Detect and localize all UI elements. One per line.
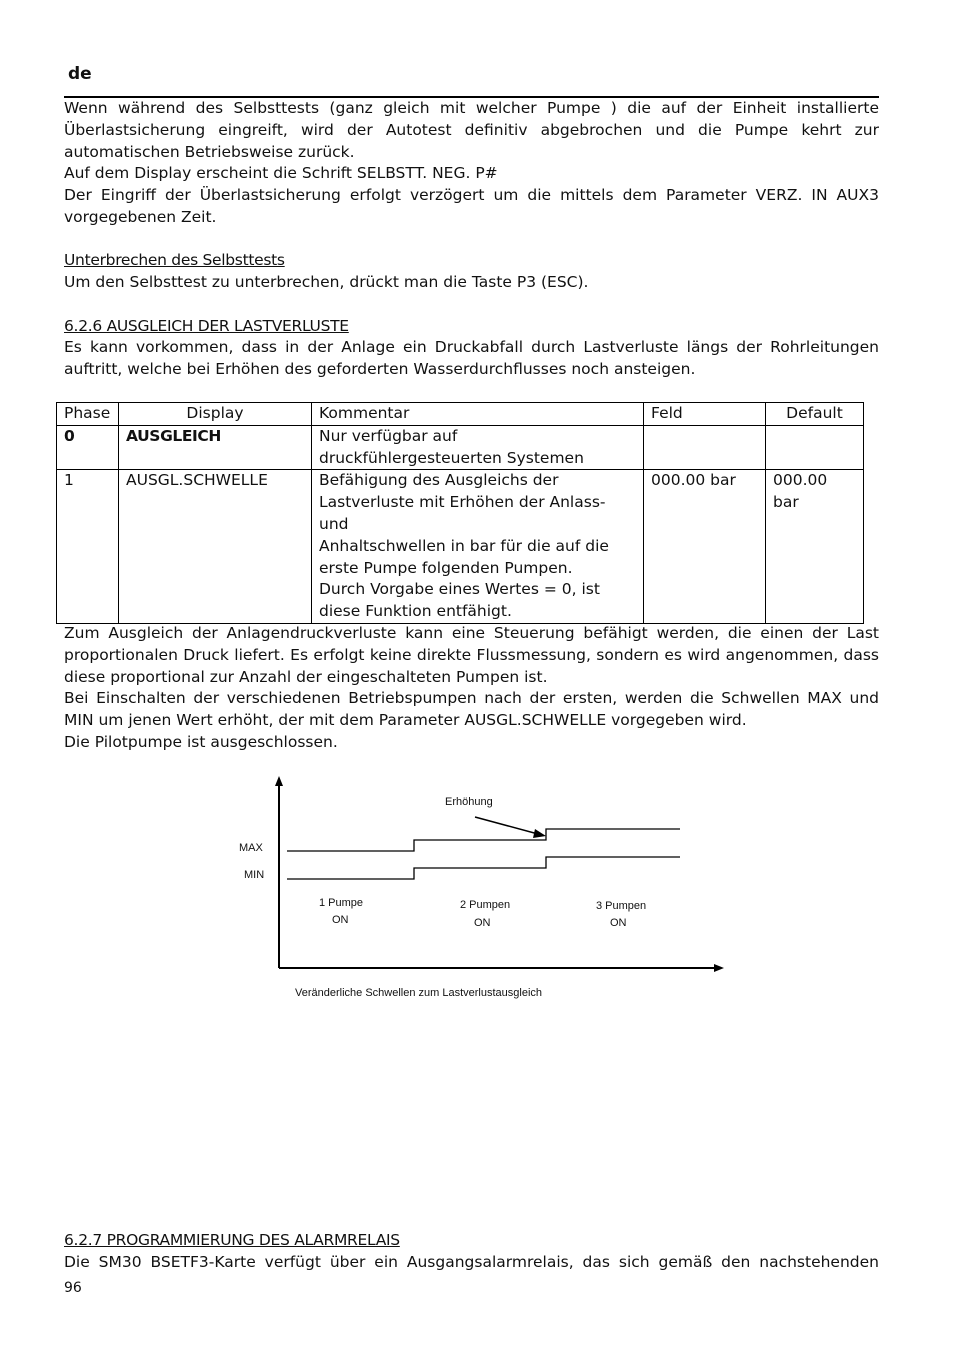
stage-3-label: 3 Pumpen	[596, 900, 647, 912]
default-line: 000.00	[773, 471, 828, 490]
intro-paragraph-1: Wenn während des Selbsttests (ganz gleich mit welcher Pumpe ) die auf der Einheit installierte Überlastsicherung eingreift, wird der Autotest definitiv abgebrochen und die Pumpe kehrt zur automatischen Betriebsweise zurück.	[64, 99, 879, 161]
section-627-heading: 6.2.7 PROGRAMMIERUNG DES ALARMRELAIS	[64, 1231, 400, 1249]
cell-phase: 0	[57, 425, 119, 470]
comment-line: Durch Vorgabe eines Wertes = 0, ist	[319, 580, 600, 599]
comment-line: Nur verfügbar auf	[319, 426, 458, 445]
cell-display: AUSGL.SCHWELLE	[119, 470, 312, 624]
increase-arrow	[475, 817, 546, 838]
cell-comment	[312, 425, 644, 470]
after-table-paragraph-1: Zum Ausgleich der Anlagendruckverluste kann eine Steuerung befähigt werden, die einen der Last proportionalen Druck liefert. Es erfolgt keine direkte Flussmessung, sondern es wird angenommen, dass diese proportional zur Anzahl der eingeschalteten Pumpen ist.	[64, 624, 879, 686]
header-default: Default	[766, 403, 864, 426]
comment-line: Lastverluste mit Erhöhen der Anlass- und	[319, 493, 606, 533]
table-header-row	[57, 403, 864, 426]
default-line: bar	[773, 493, 799, 512]
comment-line: diese Funktion entfähigt.	[319, 602, 512, 621]
header-display: Display	[119, 403, 312, 426]
cell-display: AUSGLEICH	[119, 425, 312, 470]
header-comment: Kommentar	[312, 403, 644, 426]
y-axis	[275, 776, 283, 968]
page-number: 96	[64, 1280, 82, 1296]
diagram-caption: Veränderliche Schwellen zum Lastverlustausgleich	[295, 987, 543, 999]
cell-field	[644, 425, 766, 470]
min-label: MIN	[244, 869, 265, 881]
cell-phase: 1	[57, 470, 119, 624]
stage-1-label: 1 Pumpe	[319, 897, 364, 909]
cell-default	[766, 470, 864, 624]
header-phase: Phase	[57, 403, 119, 426]
cell-comment	[312, 470, 644, 624]
max-label: MAX	[239, 842, 263, 854]
after-table-text	[64, 623, 879, 754]
parameter-table	[56, 402, 864, 624]
threshold-diagram	[230, 770, 730, 1010]
stage-3-state: ON	[610, 917, 627, 929]
section-626-heading: 6.2.6 AUSGLEICH DER LASTVERLUSTE	[64, 317, 349, 335]
cell-default	[766, 425, 864, 470]
stage-1-state: ON	[332, 914, 349, 926]
section-627-text: Die SM30 BSETF3-Karte verfügt über ein Ausgangsalarmrelais, das sich gemäß den nachstehenden	[64, 1253, 879, 1271]
cell-field: 000.00 bar	[644, 470, 766, 624]
stage-2-state: ON	[474, 917, 491, 929]
intro-paragraph-3: Der Eingriff der Überlastsicherung erfolgt verzögert um die mittels dem Parameter VERZ. IN AUX3 vorgegebenen Zeit.	[64, 186, 879, 226]
after-table-paragraph-2: Bei Einschalten der verschiedenen Betriebspumpen nach der ersten, werden die Schwellen MAX und MIN um jenen Wert erhöht, der mit dem Parameter AUSGL.SCHWELLE vorgegeben wird.	[64, 689, 879, 730]
comment-line: Befähigung des Ausgleichs der	[319, 471, 559, 490]
max-threshold-line	[287, 829, 680, 851]
intro-text	[64, 98, 879, 229]
table-row	[57, 470, 864, 624]
comment-line: erste Pumpe folgenden Pumpen.	[319, 558, 573, 577]
comment-line: Anhaltschwellen in bar für die auf die	[319, 536, 609, 555]
header-field: Feld	[644, 403, 766, 426]
after-table-paragraph-3: Die Pilotpumpe ist ausgeschlossen.	[64, 732, 338, 751]
interrupt-text: Um den Selbsttest zu unterbrechen, drückt man die Taste P3 (ESC).	[64, 273, 589, 291]
stage-2-label: 2 Pumpen	[460, 899, 511, 911]
table-row	[57, 425, 864, 470]
x-axis	[279, 964, 724, 972]
intro-paragraph-2: Auf dem Display erscheint die Schrift SELBSTT. NEG. P#	[64, 164, 498, 183]
min-threshold-line	[287, 857, 680, 879]
section-626-text: Es kann vorkommen, dass in der Anlage ein Druckabfall durch Lastverluste längs der Rohrleitungen auftritt, welche bei Erhöhen des geforderten Wasserdurchflusses noch ansteigen.	[64, 338, 879, 378]
increase-label: Erhöhung	[445, 796, 493, 808]
language-tag: de	[68, 64, 92, 84]
comment-line: druckfühlergesteuerten Systemen	[319, 448, 584, 467]
interrupt-heading: Unterbrechen des Selbsttests	[64, 251, 285, 269]
